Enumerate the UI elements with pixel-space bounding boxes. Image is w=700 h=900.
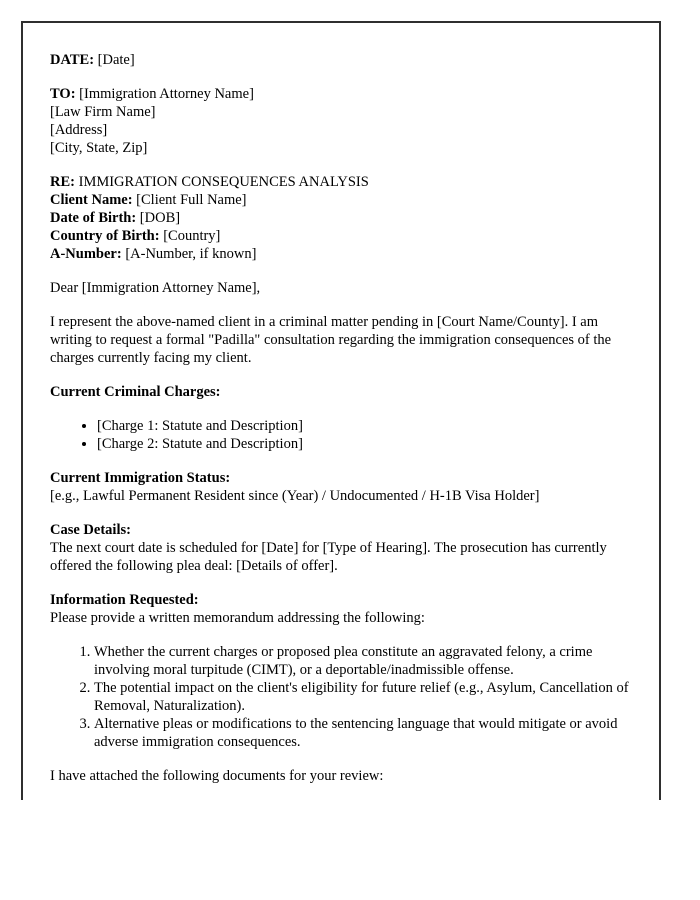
a-number-label: A-Number: [50, 246, 122, 262]
country-of-birth-value: [Country] [159, 228, 221, 244]
dob-label: Date of Birth: [50, 210, 137, 226]
charge-item: • [Charge 2: Statute and Description] [97, 435, 632, 453]
to-value: [Immigration Attorney Name] [75, 86, 254, 102]
information-requested-block [50, 591, 632, 627]
charge-item: • [Charge 1: Statute and Description] [97, 417, 632, 435]
date-value: [Date] [94, 52, 135, 68]
salutation: Dear [Immigration Attorney Name], [50, 280, 261, 296]
immigration-status-value: [e.g., Lawful Permanent Resident since (Year) / Undocumented / H-1B Visa Holder] [50, 488, 540, 504]
law-firm-line: [Law Firm Name] [50, 104, 156, 120]
request-list [50, 643, 632, 751]
client-name-label: Client Name: [50, 192, 133, 208]
recipient-block [50, 85, 632, 157]
re-block [50, 173, 632, 263]
request-item: 1. Whether the current charges or proposed plea constitute an aggravated felony, a crime involving moral turpitude (CIMT), or a deportable/inadmissible offense. [94, 643, 632, 679]
to-label: TO: [50, 86, 76, 102]
a-number-line [50, 245, 632, 263]
request-item: 2. The potential impact on the client's eligibility for future relief (e.g., Asylum, Cancellation of Removal, Naturalization). [94, 679, 632, 715]
charges-heading: Current Criminal Charges: [50, 384, 221, 400]
client-name-value: [Client Full Name] [132, 192, 247, 208]
dob-value: [DOB] [136, 210, 181, 226]
city-state-zip-line: [City, State, Zip] [50, 140, 148, 156]
a-number-value: [A-Number, if known] [121, 246, 257, 262]
re-line [50, 173, 632, 191]
immigration-status-heading: Current Immigration Status: [50, 470, 231, 486]
information-requested-intro: Please provide a written memorandum addressing the following: [50, 610, 425, 626]
case-details-heading: Case Details: [50, 522, 131, 538]
country-of-birth-line [50, 227, 632, 245]
case-details-text: The next court date is scheduled for [Date] for [Type of Hearing]. The prosecution has currently offered the following plea deal: [Details of offer]. [50, 540, 607, 574]
date-label: DATE: [50, 52, 95, 68]
letter-document [21, 21, 661, 800]
request-item: 3. Alternative pleas or modifications to the sentencing language that would mitigate or avoid adverse immigration consequences. [94, 715, 632, 751]
address-line: [Address] [50, 122, 108, 138]
intro-paragraph: I represent the above-named client in a criminal matter pending in [Court Name/County]. I am writing to request a formal "Padilla" consultation regarding the immigration consequences of the charges currently facing my client. [50, 314, 612, 366]
country-of-birth-label: Country of Birth: [50, 228, 160, 244]
date-line [50, 51, 632, 69]
to-line [50, 85, 632, 103]
dob-line [50, 209, 632, 227]
immigration-status-block [50, 469, 632, 505]
attachments-intro: I have attached the following documents for your review: [50, 768, 384, 784]
charges-list [50, 417, 632, 453]
re-value: IMMIGRATION CONSEQUENCES ANALYSIS [74, 174, 369, 190]
client-name-line [50, 191, 632, 209]
information-requested-heading: Information Requested: [50, 592, 199, 608]
case-details-block [50, 521, 632, 575]
re-label: RE: [50, 174, 75, 190]
